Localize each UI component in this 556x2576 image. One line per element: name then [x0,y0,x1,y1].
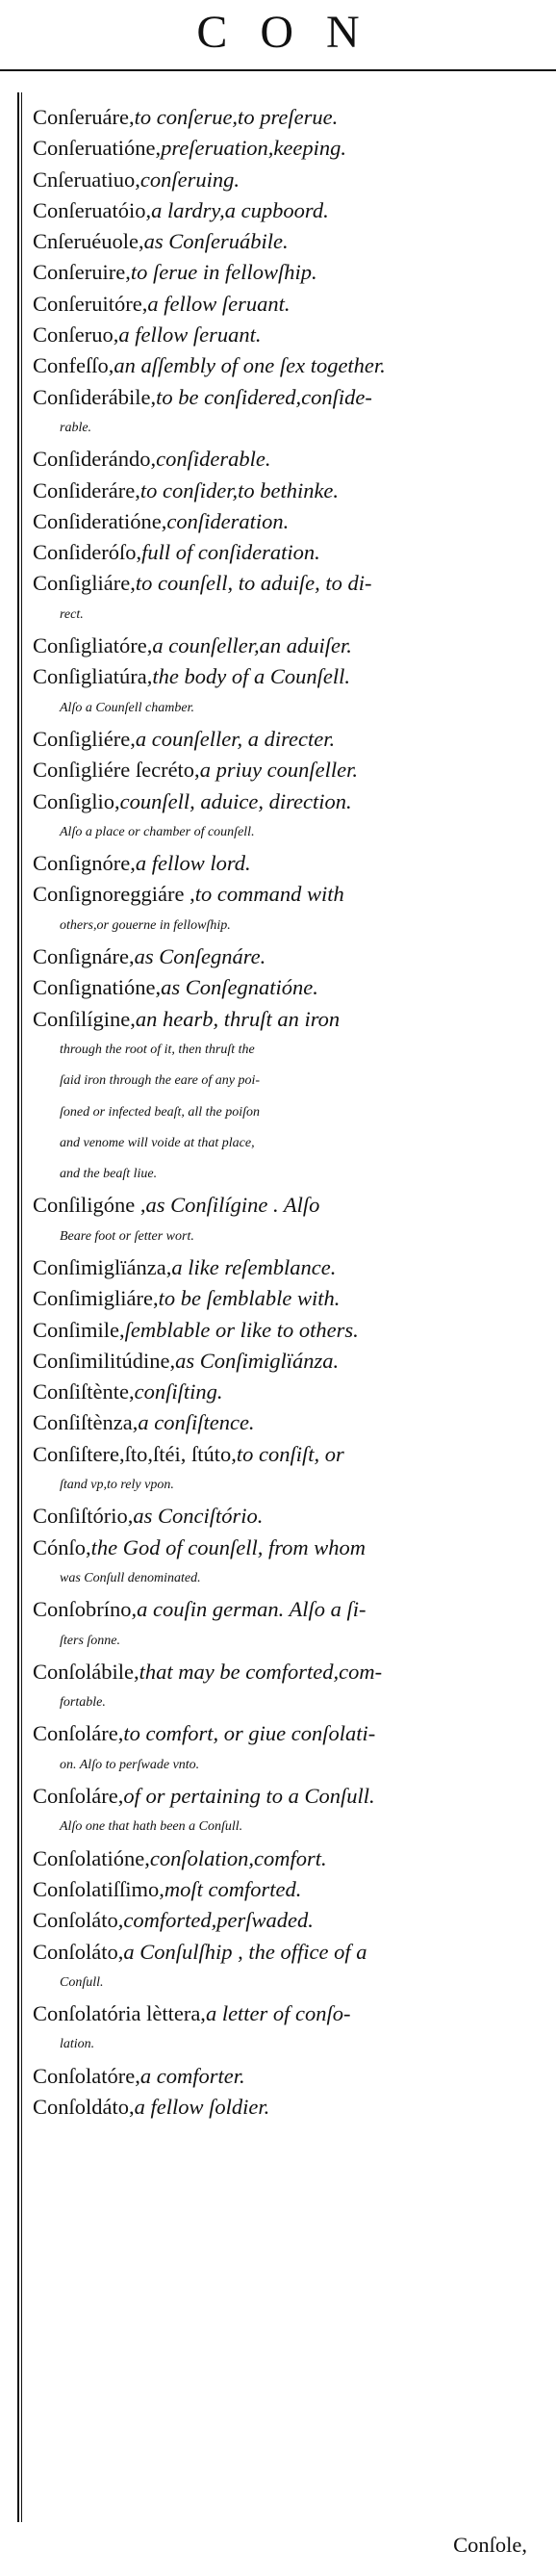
entry-line [33,724,533,755]
headword: Conſimiglïánza, [33,1254,172,1279]
definition: preſeruation,keeping. [161,136,346,161]
headword: Conſideróſo, [33,540,142,565]
dictionary-entry [33,1252,533,1283]
entry-line [33,476,533,506]
definition: a fellow ſeruant. [118,322,262,348]
entry-line [33,320,533,350]
headword: Conſimile, [33,1317,125,1342]
entry-continuation-line [33,911,533,941]
definition: Beare foot or ſetter wort. [60,1228,194,1244]
definition: counſell, aduice, direction. [119,788,352,813]
headword: Conſiſtènza, [33,1410,139,1435]
dictionary-entry [33,1781,533,1843]
entry-line [33,1377,533,1407]
dictionary-entry [33,1315,533,1346]
headword: Conſeruire, [33,260,131,285]
definition: of or pertaining to a Conſull. [123,1784,375,1809]
headword: Conſigliatóre, [33,633,153,658]
dictionary-entry [33,1874,533,1905]
definition: conſolation,comfort. [149,1845,327,1870]
entry-continuation-line [33,693,533,724]
headword: Conſolatióne, [33,1845,150,1870]
entry-line [33,257,533,288]
headword: Conſolatória lèttera, [33,2001,206,2026]
definition: conſiderable. [156,447,271,472]
dictionary-entry [33,382,533,445]
headword: Conſigliére ſecréto, [33,758,200,783]
headword: Conſoláto, [33,1908,124,1933]
definition: to counſell, to aduiſe, to di- [135,571,372,596]
headword: Conſolábile, [33,1659,139,1684]
headword: Conſignoreggiáre , [33,882,195,907]
entry-line [33,848,533,879]
entry-line [33,972,533,1003]
headword: Conſiderándo, [33,447,157,472]
definition: Conſull. [60,1974,104,1990]
definition: a fellow ſeruant. [147,291,291,316]
dictionary-entry [33,1377,533,1407]
dictionary-entry [33,941,533,972]
entry-line [33,1004,533,1035]
definition: a counſeller,an aduiſer. [152,633,352,658]
headword: Conſiſtere,ſto,ſtéi, ſtúto, [33,1441,237,1466]
headword: Conſeruáre, [33,105,135,129]
entry-line [33,755,533,786]
headword: Conſigliére, [33,726,136,751]
definition: as Conſimiglïánza. [175,1348,340,1373]
dictionary-entry [33,1718,533,1781]
definition: fortable. [60,1695,106,1711]
headword: Conſolatiſſimo, [33,1876,164,1901]
entry-continuation-line [33,1812,533,1842]
headword: Conſigliáre, [33,571,136,596]
definition: comforted,perſwaded. [123,1908,314,1933]
dictionary-entry [33,133,533,164]
definition: a like reſemblance. [171,1254,337,1279]
dictionary-entry [33,444,533,475]
entry-line [33,1315,533,1346]
headword: Conſideráre, [33,477,140,502]
headword: Conſimigliáre, [33,1286,159,1311]
dictionary-entry [33,724,533,755]
entry-line [33,941,533,972]
headword: Conſignóre, [33,851,136,876]
definition: and the beaſt liue. [60,1167,158,1182]
definition: conſiſting. [134,1379,223,1404]
definition: to conſerue,to preſerue. [134,105,339,129]
dictionary-entry [33,1407,533,1438]
entry-continuation-line [33,1097,533,1128]
entry-continuation-line [33,1563,533,1594]
headword: Conſimilitúdine, [33,1348,176,1373]
catchword: Conſole, [453,2533,527,2557]
dictionary-entry [33,568,533,631]
entry-line [33,661,533,692]
definition: rect. [60,606,84,622]
entry-continuation-line [33,817,533,848]
headword: Cnſeruéuole, [33,229,144,254]
dictionary-entry [33,1937,533,1999]
dictionary-entry [33,257,533,288]
entry-line [33,350,533,381]
definition: a fellow lord. [135,851,251,876]
entry-line [33,1346,533,1377]
definition: and venome will voide at that place, [60,1135,255,1150]
headword: Conſiſtènte, [33,1379,135,1404]
headword: Conſoláto, [33,1939,124,1964]
entry-line [33,1190,533,1221]
definition: Alſo a place or chamber of counſell. [60,824,255,839]
dictionary-entry [33,1843,533,1874]
definition: full of conſideration. [141,540,320,565]
column-rule [17,92,19,2522]
entry-line [33,102,533,133]
headword: Conſignáre, [33,944,135,969]
header-rule [0,69,556,71]
dictionary-entry [33,2061,533,2092]
definition: lation. [60,2037,95,2052]
dictionary-entry [33,350,533,381]
definition: to be ſemblable with. [158,1286,341,1311]
definition: a conſiſtence. [138,1410,255,1435]
definition: on. Alſo to perſwade vnto. [60,1757,200,1772]
entry-continuation-line [33,1968,533,1998]
definition: an hearb, thruſt an iron [135,1006,341,1031]
entry-line [33,1937,533,1968]
entry-line [33,1998,533,2029]
dictionary-entry [33,661,533,724]
dictionary-entry [33,1346,533,1377]
dictionary-entry [33,537,533,568]
entry-line [33,1533,533,1563]
definition: ſaid iron through the eare of any poi- [60,1073,261,1089]
dictionary-entry [33,755,533,786]
entry-line [33,226,533,257]
dictionary-entry [33,1501,533,1532]
entries-column [33,102,533,2123]
headword: Cnſeruatiuo, [33,167,140,192]
definition: to conſiſt, or [236,1441,344,1466]
entry-line [33,2061,533,2092]
entry-line [33,1283,533,1314]
entry-continuation-line [33,1066,533,1096]
definition: as Conſilígine . Alſo [145,1193,320,1218]
headword: Conſiligóne , [33,1193,146,1218]
entry-line [33,1439,533,1470]
definition: an aſſembly of one ſex together. [114,353,386,378]
entry-line [33,568,533,599]
headword: Conſideratióne, [33,508,167,533]
definition: to conſider,to bethinke. [139,477,340,502]
entry-continuation-line [33,1159,533,1190]
definition: a lardry,a cupboord. [151,197,329,222]
entry-continuation-line [33,1128,533,1159]
dictionary-entry [33,320,533,350]
definition: ſters ſonne. [60,1633,120,1648]
dictionary-entry [33,848,533,879]
dictionary-entry [33,1190,533,1252]
entry-line [33,537,533,568]
entry-continuation-line [33,1222,533,1252]
entry-line [33,1843,533,1874]
dictionary-entry [33,2092,533,2123]
dictionary-entry [33,1594,533,1657]
column-rule-inner [21,92,22,2522]
headword: Conſilígine, [33,1006,136,1031]
entry-line [33,631,533,661]
dictionary-entry [33,972,533,1003]
headword: Confeſſo, [33,353,114,378]
dictionary-entry [33,1998,533,2061]
definition: a comforter. [139,2063,245,2088]
dictionary-entry [33,506,533,537]
entry-line [33,1252,533,1283]
definition: rable. [60,420,92,435]
headword: Conſeruitóre, [33,291,148,316]
dictionary-entry [33,102,533,133]
entry-continuation-line [33,1687,533,1718]
entry-continuation-line [33,413,533,444]
dictionary-entry [33,879,533,941]
definition: that may be comforted,com- [139,1659,383,1684]
definition: was Conſull denominated. [60,1570,201,1585]
entry-line [33,1718,533,1749]
entry-line [33,1594,533,1625]
definition: conſeruing. [139,167,240,192]
dictionary-entry [33,195,533,226]
entry-line [33,289,533,320]
entry-line [33,382,533,413]
entry-line [33,786,533,817]
headword: Conſigliatúra, [33,664,153,689]
entry-line [33,133,533,164]
definition: ſemblable or like to others. [124,1317,359,1342]
headword: Conſiglio, [33,788,120,813]
dictionary-entry [33,226,533,257]
headword: Conſignatióne, [33,975,162,1000]
dictionary-entry [33,1533,533,1595]
definition: ſtand vp,to rely vpon. [60,1478,174,1493]
entry-continuation-line [33,1750,533,1781]
entry-continuation-line [33,1470,533,1501]
entry-continuation-line [33,600,533,631]
headword: Conſoldáto, [33,2095,135,2119]
entry-line [33,879,533,910]
definition: a Conſulſhip , the office of a [123,1939,367,1964]
headword: Conſolatóre, [33,2063,140,2088]
dictionary-entry [33,786,533,849]
definition: a couſin german. Alſo a ſi- [137,1597,366,1622]
headword: Conſeruatióne, [33,136,162,161]
definition: conſideration. [166,508,290,533]
definition: others,or gouerne in fellowſhip. [60,917,231,933]
entry-line [33,1874,533,1905]
headword: Conſoláre, [33,1784,124,1809]
page-header [0,0,556,69]
definition: a counſeller, a directer. [135,726,336,751]
entry-line [33,1781,533,1812]
dictionary-entry [33,1283,533,1314]
definition: as Conſegnáre. [134,944,266,969]
entry-line [33,195,533,226]
definition: to ſerue in fellowſhip. [130,260,317,285]
entry-line [33,165,533,195]
dictionary-entry [33,631,533,661]
entry-line [33,444,533,475]
definition: as Conciſtório. [133,1504,264,1529]
dictionary-entry [33,1905,533,1936]
headword: Conſeruo, [33,322,119,348]
running-head: CON [196,7,392,58]
dictionary-entry [33,1004,533,1191]
definition: ſoned or infected beaſt, all the poiſon [60,1104,261,1120]
dictionary-entry [33,289,533,320]
definition: to command with [194,882,344,907]
definition: moſt comforted. [164,1876,302,1901]
entry-line [33,506,533,537]
dictionary-entry [33,1657,533,1719]
definition: as Conſeruábile. [143,229,289,254]
dictionary-entry [33,1439,533,1502]
entry-line [33,2092,533,2123]
definition: Alſo a Counſell chamber. [60,700,194,715]
entry-line [33,1657,533,1687]
definition: to comfort, or giue conſolati- [123,1721,376,1746]
definition: Alſo one that hath been a Conſull. [60,1819,243,1835]
headword: Conſeruatóio, [33,197,152,222]
definition: the body of a Counſell. [152,664,350,689]
definition: a letter of conſo- [205,2001,351,2026]
entry-line [33,1501,533,1532]
definition: as Conſegnatióne. [161,975,318,1000]
entry-line [33,1407,533,1438]
headword: Conſobríno, [33,1597,138,1622]
entry-continuation-line [33,1626,533,1657]
definition: through the root of it, then thruſt the [60,1042,255,1057]
headword: Cónſo, [33,1534,91,1559]
headword: Conſiſtório, [33,1504,134,1529]
headword: Conſoláre, [33,1721,124,1746]
definition: a priuy counſeller. [199,758,359,783]
dictionary-entry [33,476,533,506]
definition: a fellow ſoldier. [134,2095,270,2119]
definition: the God of counſell, from whom [90,1534,366,1559]
definition: to be conſidered,conſide- [156,384,372,409]
dictionary-entry [33,165,533,195]
headword: Conſiderábile, [33,384,157,409]
entry-continuation-line [33,2029,533,2060]
entry-continuation-line [33,1035,533,1066]
entry-line [33,1905,533,1936]
